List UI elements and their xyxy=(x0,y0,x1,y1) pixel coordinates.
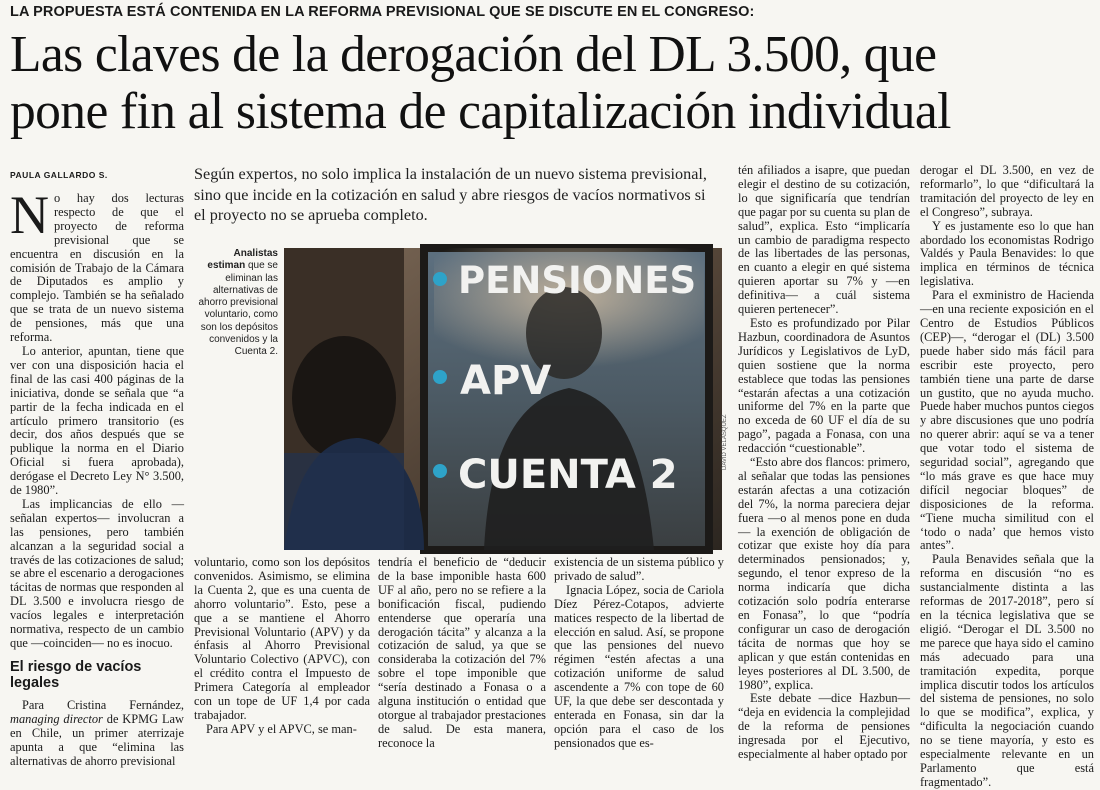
paragraph: Para Cristina Fernández, managing director de KPMG Law en Chile, un primer aterrizaje apunta a que “elimina las alternativas de ahorro previsional xyxy=(10,697,184,768)
paragraph: Para APV y el APVC, se man- xyxy=(206,721,357,736)
byline: PAULA GALLARDO S. xyxy=(10,170,108,180)
sign-apv: APV xyxy=(460,358,552,404)
headline: Las claves de la derogación del DL 3.500, que pone fin al sistema de capitalización individual xyxy=(10,26,951,140)
column-2 xyxy=(194,556,370,752)
paragraph: voluntario, como son los depósitos convenidos. Asimismo, se elimina la Cuenta 2, que es una cuenta de ahorro voluntario”. Esto, pese a que a se mantiene el Ahorro Previsional Voluntario (APV) y da énfasis al Ahorro Previsional Voluntario Colectivo (APVC), con el crédito contra el Impuesto de Primera Categoría al empleador con un tope de UF 1,4 por cada trabajador. xyxy=(194,555,370,722)
photo xyxy=(284,248,722,550)
column-4 xyxy=(554,556,724,752)
paragraph: Y es justamente eso lo que han abordado los economistas Rodrigo Valdés y Paula Benavides: lo que implica en términos de técnica legislativa. xyxy=(920,218,1094,289)
deck: Según expertos, no solo implica la instalación de un nuevo sistema previsional, sino que incide en la cotización en salud y abre riesgos de vacíos normativos si el proyecto no se aprueba completo. xyxy=(194,165,707,224)
photo-image xyxy=(284,248,722,550)
column-3 xyxy=(378,556,546,752)
paragraph: derogar el DL 3.500, en vez de reformarlo”, lo que “dificultará la tramitación del proyecto de ley en el Congreso”, subraya. xyxy=(920,163,1094,219)
paragraph: tén afiliados a isapre, que puedan elegir el destino de su cotización, lo que significaría que tendrían que pagar por su cuenta su plan de salud”, explica. Esto “implicaría un cambio de paradigma respecto de las libertades de las personas, en cuanto a elegir en qué sistema quieren aportar su 7% y —en definitiva— a cuál sistema quieren pertenecer”. xyxy=(738,163,910,317)
column-1 xyxy=(10,185,184,768)
photo-caption: Analistas estiman que se eliminan las alternativas de ahorro previsional voluntario, como son los depósitos convenidos y la Cuenta 2. xyxy=(198,248,278,358)
paragraph: existencia de un sistema público y privado de salud”. xyxy=(554,555,724,583)
column-6 xyxy=(920,163,1094,789)
photo-credit: DAVID VELÁSQUEZ xyxy=(722,414,728,470)
paragraph: Lo anterior, apuntan, tiene que ver con una disposición hacia el final de las casi 400 páginas de la iniciativa, donde se señala que “a partir de la fecha indicada en el artículo primero transitorio (es decir, dos años después que se publique la norma en el Diario Oficial si fuera aprobada), derógase el Decreto Ley N° 3.500, de 1980”. xyxy=(10,343,184,498)
paragraph: Esto es profundizado por Pilar Hazbun, coordinadora de Asuntos Jurídicos y Legislativos de LyD, quien sostiene que la norma establece que todas las pensiones “estarán afectas a una cotización uniforme del 7% en la parte que no exceda de 60 UF el día de su pago”, pagada a Fonasa, con una redacción “cuestionable”. xyxy=(738,315,910,456)
paragraph: Paula Benavides señala que la reforma en discusión “no es sustancialmente distinta a las reformas de 2017-2018”, pero sí en la técnica legislativa que se eligió. “Derogar el DL 3.500 no me parece que haya sido el camino más adecuado para una tramitación expedita, porque implica discutir todos los artículos del sistema de pensiones, no solo lo que se modifica”, explica, y “dificulta la negociación cuando no se tiene mayoría, y esto es especialmente relevante en un Parlamento que está fragmentado”. xyxy=(920,552,1094,789)
paragraph: Ignacia López, socia de Cariola Díez Pérez-Cotapos, advierte matices respecto de la libertad de elección en salud. Así, se propone que las pensiones del nuevo régimen “estén afectas a una cotización uniforme de salud ascendente a 7% con tope de 60 UF, la que debe ser descontada y enterada en Fonasa, sin dar la opción para el caso de los pensionados que es- xyxy=(554,582,724,750)
subheading: El riesgo de vacíos legales xyxy=(10,658,142,691)
dropcap: N xyxy=(10,185,49,245)
kicker: LA PROPUESTA ESTÁ CONTENIDA EN LA REFORMA PREVISIONAL QUE SE DISCUTE EN EL CONGRESO: xyxy=(10,4,755,20)
column-5 xyxy=(738,163,910,762)
paragraph: Las implicancias de ello —señalan expertos— involucran a las pensiones, pero también alcanzan a la seguridad social a través de las cotizaciones de salud; se abre el escenario a derogaciones tácitas de normas que responden al DL 3.500 e involucra riesgo de vacíos legales e interpretación normativa, respecto de un cambio que —coinciden— no es inocuo. xyxy=(10,496,184,650)
paragraph: No hay dos lecturas respecto de que el proyecto de reforma previsional que se encuentra en discusión en la comisión de Trabajo de la Cámara de Diputados es amplio y complejo. También se ha señalado que se trata de un nuevo sistema de pensiones, más que una reforma. xyxy=(10,185,184,345)
paragraph: “Esto abre dos flancos: primero, al señalar que todas las pensiones estarán afectas a una cotización del 7%, la norma pareciera dejar fuera —o al menos pone en duda— la exención de obligación de cotizar que existe hoy día para determinados pensionados; y, segundo, el tenor expreso de la norma indicaría que dicha cotización solo podría enterarse en Fonasa”, lo que “podría configurar un caso de derogación tácita de normas que hoy se aplican y que están contenidas en leyes posteriores al DL 3.500, de 1980”, explica. xyxy=(738,455,910,692)
paragraph: Para el exministro de Hacienda —en una reciente exposición en el Centro de Estudios Públicos (CEP)—, “derogar el (DL) 3.500 puede haber sido más fácil para escribir este proyecto, pero también tiene una parte de darse un gustito, que no ayuda mucho. Puede haber muchos puntos ciegos y abre discusiones que uno podría no querer abrir: aquí se va a tener que votar todo el sistema de seguridad social”, agregando que “lo más grave es que hace muy difícil negociar bloques” de disposiciones de la reforma. “Tiene mucha similitud con el ‘todo o nada’ que hemos visto antes”. xyxy=(920,288,1094,553)
paragraph: Este debate —dice Hazbun— “deja en evidencia la complejidad de la reforma de pensiones ingresada por el Ejecutivo, especialmente al haber optado por xyxy=(738,691,910,762)
sign-pensiones: PENSIONES xyxy=(458,259,697,302)
sign-cuenta-2: CUENTA 2 xyxy=(458,452,678,498)
paragraph: tendría el beneficio de “deducir de la base imponible hasta 600 UF al año, pero no se refiere a la bonificación fiscal, pudiendo entenderse que operaría una derogación tácita” y alcanza a la cotización de salud, ya que se consideraba la cotización del 7% sobre el tope imponible que “sería destinado a Fonasa o a alguna institución o entidad que otorgue al trabajador prestaciones de salud. De esta manera, reconoce la xyxy=(378,555,546,750)
